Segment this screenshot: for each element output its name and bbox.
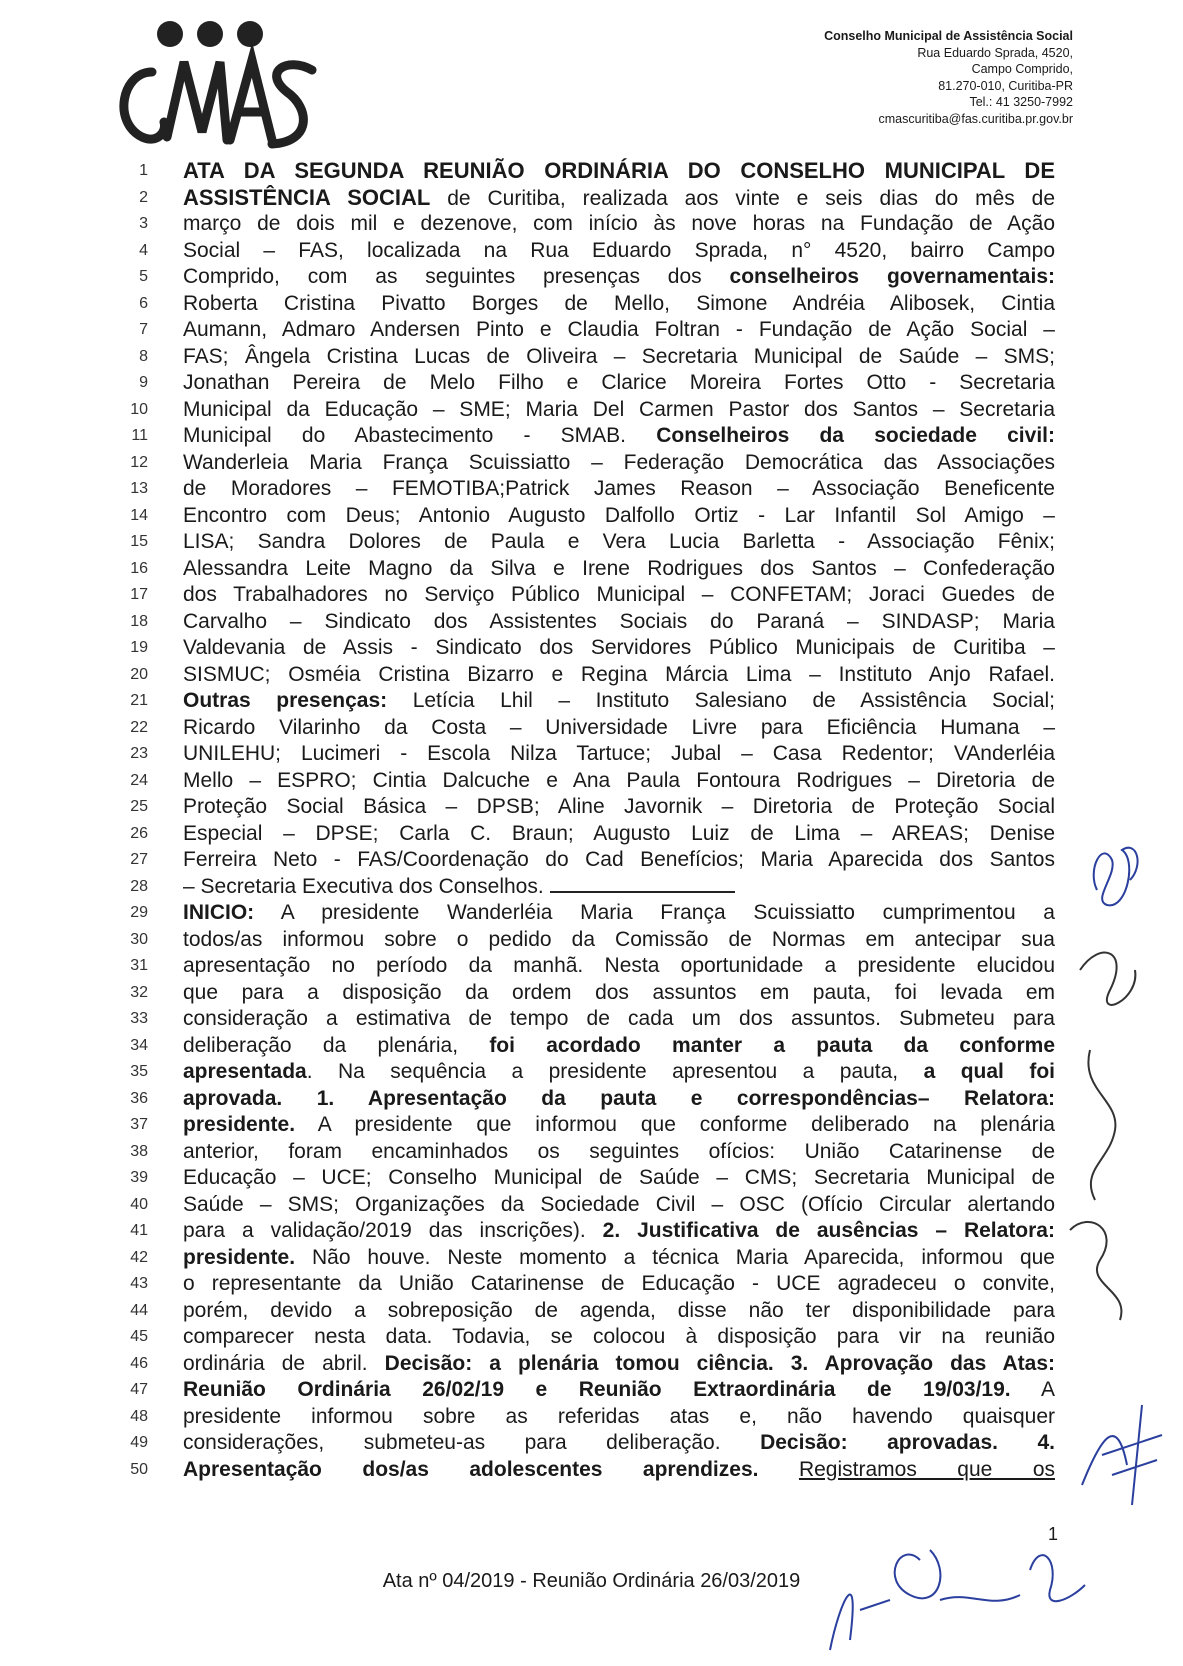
initials-signature-2	[1060, 930, 1170, 1350]
text-line: 39 Educação – UCE; Conselho Municipal de Saúde – CMS; Secretaria Municipal de	[0, 1165, 1183, 1192]
line-number: 27	[130, 851, 148, 868]
text-line: 40 Saúde – SMS; Organizações da Sociedade Civil – OSC (Ofício Circular alertando	[0, 1192, 1183, 1219]
line-number: 5	[139, 268, 148, 285]
line-number: 30	[130, 930, 148, 948]
text-line: 36 aprovada. 1. Apresentação da pauta e correspondências– Relatora:	[0, 1086, 1183, 1113]
line-number: 8	[139, 347, 148, 365]
text-line: 35 apresentada. Na sequência a presidente apresentou a pauta, a qual foi	[0, 1059, 1183, 1086]
line-number: 14	[130, 506, 148, 524]
logo-dot-2	[197, 21, 223, 47]
line-number: 1	[139, 162, 148, 179]
text-line: 18 Carvalho – Sindicato dos Assistentes Sociais do Paraná – SINDASP; Maria	[0, 609, 1183, 636]
text-line: 48 presidente informou sobre as referidas atas e, não havendo quaisquer	[0, 1404, 1183, 1431]
text-line: 7 Aumann, Admaro Andersen Pinto e Claudia Foltran - Fundação de Ação Social –	[0, 317, 1183, 344]
text-line: 21 Outras presenças: Letícia Lhil – Instituto Salesiano de Assistência Social;	[0, 688, 1183, 715]
document-title: ATA DA SEGUNDA REUNIÃO ORDINÁRIA DO CONSELHO MUNICIPAL DE	[183, 158, 1055, 183]
text-line: 24 Mello – ESPRO; Cintia Dalcuche e Ana Paula Fontoura Rodrigues – Diretoria de	[0, 768, 1183, 795]
line-number: 29	[130, 904, 148, 921]
line-number: 32	[130, 983, 148, 1001]
line-number: 3	[139, 215, 148, 232]
line-number: 19	[130, 639, 148, 656]
text-line: 37 presidente. A presidente que informou que conforme deliberado na plenária	[0, 1112, 1183, 1139]
text-line: 43 o representante da União Catarinense de Educação - UCE agradeceu o convite,	[0, 1271, 1183, 1298]
line-number: 9	[139, 374, 148, 391]
text-line: 22 Ricardo Vilarinho da Costa – Universidade Livre para Eficiência Humana –	[0, 715, 1183, 742]
text-line: 26 Especial – DPSE; Carla C. Braun; Augusto Luiz de Lima – AREAS; Denise	[0, 821, 1183, 848]
line-number: 41	[130, 1222, 148, 1239]
line-number: 40	[130, 1195, 148, 1213]
line-number: 26	[130, 824, 148, 842]
line-number: 31	[130, 957, 148, 974]
text-line: 25 Proteção Social Básica – DPSB; Aline Javornik – Diretoria de Proteção Social	[0, 794, 1183, 821]
text-line: 42 presidente. Não houve. Neste momento a técnica Maria Aparecida, informou que	[0, 1245, 1183, 1272]
text-line: 47 Reunião Ordinária 26/02/19 e Reunião Extraordinária de 19/03/19. A	[0, 1377, 1183, 1404]
line-number: 15	[130, 533, 148, 550]
text-line: 17 dos Trabalhadores no Serviço Público Municipal – CONFETAM; Joraci Guedes de	[0, 582, 1183, 609]
line-number: 17	[130, 586, 148, 603]
text-line: 31 apresentação no período da manhã. Nesta oportunidade a presidente elucidou	[0, 953, 1183, 980]
line-number: 43	[130, 1275, 148, 1292]
text-line: 27 Ferreira Neto - FAS/Coordenação do Cad Benefícios; Maria Aparecida dos Santos	[0, 847, 1183, 874]
text-line: 4 Social – FAS, localizada na Rua Eduardo Sprada, n° 4520, bairro Campo	[0, 238, 1183, 265]
line-number: 12	[130, 453, 148, 471]
address-line-3: 81.270-010, Curitiba-PR	[938, 78, 1073, 93]
text-line: 46 ordinária de abril. Decisão: a plenária tomou ciência. 3. Aprovação das Atas:	[0, 1351, 1183, 1378]
text-line: 28 – Secretaria Executiva dos Conselhos.	[0, 874, 1183, 901]
text-line: 32 que para a disposição da ordem dos assuntos em pauta, foi levada em	[0, 980, 1183, 1007]
text-line: 38 anterior, foram encaminhados os seguintes ofícios: União Catarinense de	[0, 1139, 1183, 1166]
line-number: 13	[130, 480, 148, 497]
phone: Tel.: 41 3250-7992	[969, 95, 1073, 109]
text-line: 41 para a validação/2019 das inscrições). 2. Justificativa de ausências – Relatora:	[0, 1218, 1183, 1245]
line-number: 25	[130, 798, 148, 815]
text-line	[0, 158, 1183, 185]
line-number: 45	[130, 1328, 148, 1345]
text-line: 44 porém, devido a sobreposição de agenda, disse não ter disponibilidade para	[0, 1298, 1183, 1325]
text-line: 15 LISA; Sandra Dolores de Paula e Vera Lucia Barletta - Associação Fênix;	[0, 529, 1183, 556]
line-number: 50	[130, 1460, 148, 1478]
footer-caption: Ata nº 04/2019 - Reunião Ordinária 26/03/2019	[382, 1570, 801, 1592]
line-number: 22	[130, 718, 148, 736]
line-number: 4	[139, 241, 148, 259]
line-number: 38	[130, 1142, 148, 1160]
org-name: Conselho Municipal de Assistência Social	[824, 29, 1073, 43]
line-number: 6	[139, 294, 148, 312]
text-line: 16 Alessandra Leite Magno da Silva e Irene Rodrigues dos Santos – Confederação	[0, 556, 1183, 583]
text-line: 49 considerações, submeteu-as para deliberação. Decisão: aprovadas. 4.	[0, 1430, 1183, 1457]
line-number: 11	[131, 427, 148, 444]
text-line: 45 comparecer nesta data. Todavia, se colocou à disposição para vir na reunião	[0, 1324, 1183, 1351]
line-number: 42	[130, 1248, 148, 1266]
line-number: 47	[130, 1381, 148, 1398]
text-line: 29 INICIO: A presidente Wanderléia Maria França Scuissiatto cumprimentou a	[0, 900, 1183, 927]
initials-signature-3	[1072, 1395, 1172, 1515]
email: cmascuritiba@fas.curitiba.pr.gov.br	[878, 111, 1073, 126]
text-line: 13 de Moradores – FEMOTIBA;Patrick James Reason – Associação Beneficente	[0, 476, 1183, 503]
line-number: 35	[130, 1063, 148, 1080]
line-number: 28	[130, 877, 148, 895]
text-line: 5 Comprido, com as seguintes presenças dos conselheiros governamentais:	[0, 264, 1183, 291]
initials-signature-1	[1082, 820, 1152, 920]
line-number: 7	[139, 321, 148, 338]
line-number: 21	[130, 692, 148, 709]
line-number: 37	[130, 1116, 148, 1133]
line-number: 24	[130, 771, 148, 789]
line-number: 39	[130, 1169, 148, 1186]
text-line: 3 março de dois mil e dezenove, com início às nove horas na Fundação de Ação	[0, 211, 1183, 238]
text-line: 30 todos/as informou sobre o pedido da Comissão de Normas em antecipar sua	[0, 927, 1183, 954]
line-number: 18	[130, 612, 148, 630]
line-number: 46	[130, 1354, 148, 1372]
text-line: 8 FAS; Ângela Cristina Lucas de Oliveira – Secretaria Municipal de Saúde – SMS;	[0, 344, 1183, 371]
line-number: 34	[130, 1036, 148, 1054]
text-line: 50 Apresentação dos/as adolescentes aprendizes. Registramos que os	[0, 1457, 1183, 1484]
text-line: 34 deliberação da plenária, foi acordado manter a pauta da conforme	[0, 1033, 1183, 1060]
fill-line	[550, 891, 735, 893]
line-number: 49	[130, 1434, 148, 1451]
text-line: 19 Valdevania de Assis - Sindicato dos Servidores Público Municipais de Curitiba –	[0, 635, 1183, 662]
line-number: 2	[139, 188, 148, 206]
institution-header	[743, 28, 1073, 127]
page-number: 1	[1048, 1524, 1059, 1544]
line-number: 10	[130, 400, 148, 418]
logo-dot-3	[237, 21, 263, 47]
text-line: 33 consideração a estimativa de tempo de cada um dos assuntos. Submeteu para	[0, 1006, 1183, 1033]
line-number: 44	[130, 1301, 148, 1319]
logo-dot-1	[157, 21, 183, 47]
line-number: 36	[130, 1089, 148, 1107]
line-number: 48	[130, 1407, 148, 1425]
text-line: 6 Roberta Cristina Pivatto Borges de Mello, Simone Andréia Alibosek, Cintia	[0, 291, 1183, 318]
text-line: 12 Wanderleia Maria França Scuissiatto – Federação Democrática das Associações	[0, 450, 1183, 477]
text-line: 23 UNILEHU; Lucimeri - Escola Nilza Tartuce; Jubal – Casa Redentor; VAnderléia	[0, 741, 1183, 768]
line-number: 23	[130, 745, 148, 762]
line-number: 16	[130, 559, 148, 577]
line-number: 20	[130, 665, 148, 683]
text-line: 10 Municipal da Educação – SME; Maria Del Carmen Pastor dos Santos – Secretaria	[0, 397, 1183, 424]
text-line: 20 SISMUC; Osméia Cristina Bizarro e Regina Márcia Lima – Instituto Anjo Rafael.	[0, 662, 1183, 689]
address-line-1: Rua Eduardo Sprada, 4520,	[917, 45, 1073, 60]
text-line: 11 Municipal do Abastecimento - SMAB. Conselheiros da sociedade civil:	[0, 423, 1183, 450]
text-line: 9 Jonathan Pereira de Melo Filho e Clarice Moreira Fortes Otto - Secretaria	[0, 370, 1183, 397]
cmas-logo	[112, 12, 332, 162]
text-line: 14 Encontro com Deus; Antonio Augusto Dalfollo Ortiz - Lar Infantil Sol Amigo –	[0, 503, 1183, 530]
address-line-2: Campo Comprido,	[971, 62, 1073, 76]
line-number: 33	[130, 1010, 148, 1027]
text-line: 2 ASSISTÊNCIA SOCIAL de Curitiba, realizada aos vinte e seis dias do mês de	[0, 185, 1183, 212]
